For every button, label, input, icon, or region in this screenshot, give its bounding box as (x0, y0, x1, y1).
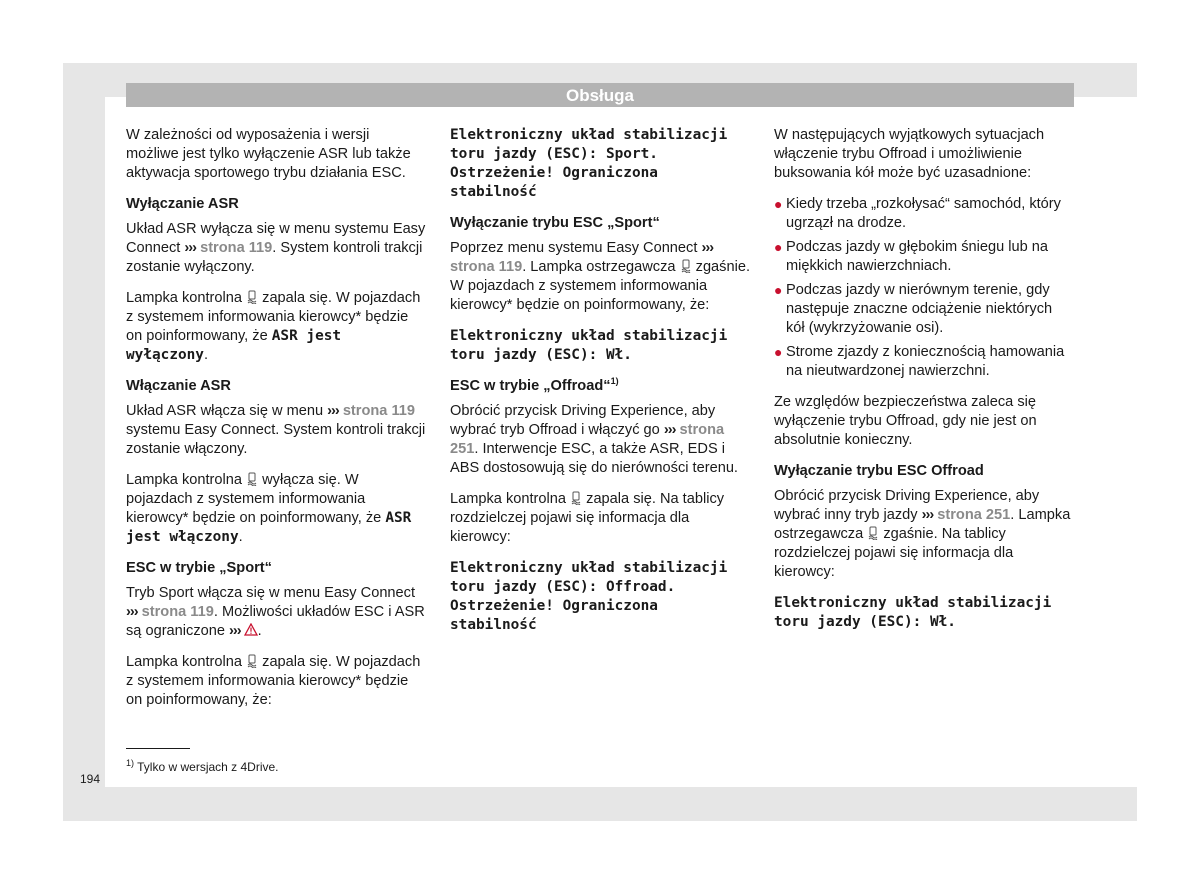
list-item: ● Kiedy trzeba „rozkołysać“ samochód, który ugrzązł na drodze. (774, 196, 1061, 231)
footnote-ref: 1) (610, 376, 619, 387)
xref-link[interactable]: strona 251 (450, 422, 725, 457)
xref-arrow: ››› (327, 403, 339, 419)
xref-arrow: ››› (701, 240, 714, 256)
xref-arrow: ››› (126, 604, 138, 620)
offroad-situations-intro: W następujących wyjątkowych sytuacjach włączenie trybu Offroad i umożliwienie buksowania kół może być uzasadnione: (774, 127, 1045, 181)
display-message-sport: Elektroniczny układ stabilizacji toru jazdy (ESC): Sport. Ostrzeżenie! Ograniczona stabilność (450, 127, 728, 200)
esc-offroad-paragraph-2: Lampka kontrolna zapala się. Na tablicy rozdzielczej pojawi się informacja dla kierowcy: (450, 491, 725, 545)
heading-esc-sport: ESC w trybie „Sport“ (126, 560, 272, 576)
esc-warning-lamp-icon (571, 491, 581, 505)
page-number: 194 (80, 772, 101, 786)
heading-esc-sport-off: Wyłączanie trybu ESC „Sport“ (450, 215, 660, 231)
xref-link[interactable]: strona 119 (450, 259, 523, 275)
status-asr-off: ASR jest wyłączony (126, 328, 342, 363)
xref-link[interactable]: strona 251 (937, 507, 1011, 523)
esc-warning-lamp-icon (681, 259, 691, 273)
intro-paragraph: W zależności od wyposażenia i wersji możliwe jest tylko wyłączenie ASR lub także aktywacja sportowego trybu działania ESC. (126, 127, 411, 181)
column-2 (450, 126, 750, 647)
esc-offroad-paragraph-1: Obrócić przycisk Driving Experience, aby wybrać tryb Offroad i włączyć go ››› strona 251. Interwencje ESC, a także ASR, EDS i ABS dostosowują się do nierówności terenu. (450, 403, 738, 476)
bullet-list (774, 195, 1074, 381)
list-item: ● Podczas jazdy w głębokim śniegu lub na miękkich nawierzchniach. (774, 239, 1049, 274)
xref-link[interactable]: strona 119 (200, 240, 273, 256)
esc-warning-lamp-icon (247, 290, 257, 304)
status-asr-on: ASR jest włączony (126, 510, 412, 545)
asr-on-paragraph-2: Lampka kontrolna wyłącza się. W pojazdach z systemem informowania kierowcy* będzie on poinformowany, że ASR jest włączony. (126, 472, 412, 545)
display-message-on-2: Elektroniczny układ stabilizacji toru jazdy (ESC): Wł. (774, 595, 1052, 630)
xref-link[interactable]: strona 119 (342, 403, 416, 419)
warning-triangle-icon[interactable] (244, 623, 258, 636)
esc-sport-paragraph-1: Tryb Sport włącza się w menu Easy Connect ››› strona 119. Możliwości układów ESC i ASR są ograniczone ››› . (126, 585, 425, 639)
list-item: ● Strome zjazdy z koniecznością hamowania na nieutwardzonej nawierzchni. (774, 344, 1065, 379)
bullet-icon: ● (774, 239, 783, 255)
footnote (126, 760, 279, 774)
footnote-text: Tylko w wersjach z 4Drive. (137, 760, 279, 774)
esc-offroad-off-paragraph: Obrócić przycisk Driving Experience, aby wybrać inny tryb jazdy ››› strona 251. Lampka ostrzegawcza zgaśnie. Na tablicy rozdzielczej pojawi się informacja dla kierowcy: (774, 488, 1071, 580)
footnote-divider (126, 748, 190, 749)
section-header: Obsługa (126, 83, 1074, 107)
heading-esc-offroad: ESC w trybie „Offroad“$^{1)}$ (450, 376, 619, 394)
xref-arrow: ››› (184, 240, 197, 256)
safety-paragraph: Ze względów bezpieczeństwa zaleca się wyłączenie trybu Offroad, gdy nie jest on absolutnie konieczny. (774, 394, 1037, 448)
asr-off-paragraph-2: Lampka kontrolna zapala się. W pojazdach z systemem informowania kierowcy* będzie on poinformowany, że ASR jest wyłączony. (126, 290, 421, 363)
bullet-icon: ● (774, 196, 783, 212)
xref-link[interactable]: strona 119 (141, 604, 214, 620)
xref-arrow: ››› (663, 422, 676, 438)
bullet-icon: ● (774, 282, 783, 298)
xref-arrow: ››› (921, 507, 934, 523)
esc-sport-paragraph-2: Lampka kontrolna zapala się. W pojazdach z systemem informowania kierowcy* będzie on poinformowany, że: (126, 654, 421, 708)
display-message-offroad: Elektroniczny układ stabilizacji toru jazdy (ESC): Offroad. Ostrzeżenie! Ograniczona stabilność (450, 560, 728, 633)
heading-asr-on: Włączanie ASR (126, 378, 231, 394)
asr-on-paragraph-1: Układ ASR włącza się w menu ››› strona 119 systemu Easy Connect. System kontroli trakcji zostanie włączony. (126, 403, 426, 457)
display-message-on: Elektroniczny układ stabilizacji toru jazdy (ESC): Wł. (450, 328, 728, 363)
column-3 (774, 126, 1074, 644)
esc-warning-lamp-icon (868, 526, 878, 540)
footnote-marker: 1) (126, 758, 135, 768)
esc-warning-lamp-icon (247, 654, 257, 668)
heading-esc-offroad-off: Wyłączanie trybu ESC Offroad (774, 463, 984, 479)
xref-arrow[interactable]: ››› (229, 623, 241, 639)
esc-sport-off-paragraph: Poprzez menu systemu Easy Connect ››› strona 119. Lampka ostrzegawcza zgaśnie. W pojazdach z systemem informowania kierowcy* będzie on poinformowany, że: (450, 240, 750, 313)
bullet-icon: ● (774, 344, 783, 360)
esc-warning-lamp-icon (247, 472, 257, 486)
column-1 (126, 126, 426, 722)
list-item: ● Podczas jazdy w nierównym terenie, gdy następuje znaczne odciążenie niektórych kół (wykrzyżowanie osi). (774, 282, 1053, 336)
asr-off-paragraph-1: Układ ASR wyłącza się w menu systemu Easy Connect ››› strona 119. System kontroli trakcji zostanie wyłączony. (126, 221, 426, 275)
heading-asr-off: Wyłączanie ASR (126, 196, 239, 212)
